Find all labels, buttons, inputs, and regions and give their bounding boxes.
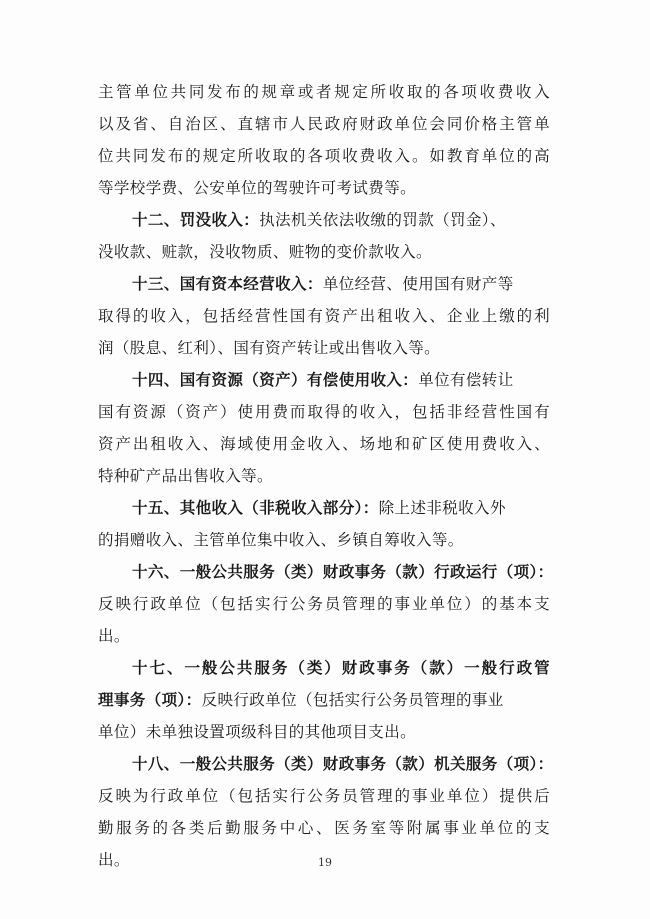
section-heading: 十七、一般公共服务（类）财政事务（款）一般行政管 (132, 658, 550, 677)
text-line: 反映为行政单位（包括实行公务员管理的事业单位）提供后 (98, 787, 550, 805)
section-heading: 十三、国有资本经营收入： (132, 274, 323, 293)
text-run: 单位有偿转让 (418, 371, 514, 389)
text-line: 勤服务的各类后勤服务中心、医务室等附属事业单位的支 (98, 819, 550, 837)
section-heading: 十八、一般公共服务（类）财政事务（款）机关服务（项）： (132, 754, 554, 773)
text-line: 资产出租收入、海域使用金收入、场地和矿区使用费收入、 (98, 435, 550, 453)
text-line: 位共同发布的规定所收取的各项收费收入。如教育单位的高 (98, 147, 550, 165)
text-run: 执法机关依法收缴的罚款（罚金）、 (259, 211, 506, 229)
paragraph-line (132, 369, 514, 391)
text-line: 主管单位共同发布的规章或者规定所收取的各项收费收入 (98, 83, 550, 101)
text-line: 润（股息、红利）、国有资产转让或出售收入等。 (98, 339, 441, 357)
text-line: 以及省、自治区、直辖市人民政府财政单位会同价格主管单 (98, 115, 550, 133)
text-line: 单位）未单独设置项级科目的其他项目支出。 (98, 723, 417, 741)
paragraph-line (132, 209, 550, 231)
paragraph-line (98, 689, 504, 711)
text-run: 单位经营、使用国有财产等 (322, 275, 514, 293)
text-line: 取得的收入，包括经营性国有资产出租收入、企业上缴的利 (98, 307, 550, 325)
section-heading: 十四、国有资源（资产）有偿使用收入： (132, 370, 419, 389)
text-run: 反映行政单位（包括实行公务员管理的事业 (201, 691, 504, 709)
paragraph-line (132, 497, 506, 519)
text-line: 没收款、赃款，没收物质、赃物的变价款收入。 (98, 243, 432, 261)
text-line: 出。 (98, 627, 130, 645)
text-line: 等学校学费、公安单位的驾驶许可考试费等。 (98, 179, 417, 197)
text-line: 国有资源（资产）使用费而取得的收入，包括非经营性国有 (98, 403, 550, 421)
text-run: 除上述非税收入外 (378, 499, 506, 517)
section-heading: 十五、其他收入（非税收入部分）： (132, 498, 379, 517)
text-line: 特种矿产品出售收入等。 (98, 467, 273, 485)
paragraph-line (132, 273, 514, 295)
section-heading: 十二、罚没收入： (132, 210, 260, 229)
text-line: 出。 (98, 851, 130, 869)
section-heading-continued: 理事务（项）： (98, 690, 202, 709)
section-heading: 十六、一般公共服务（类）财政事务（款）行政运行（项）： (132, 562, 554, 581)
text-line: 反映行政单位（包括实行公务员管理的事业单位）的基本支 (98, 595, 550, 613)
text-line: 的捐赠收入、主管单位集中收入、乡镇自筹收入等。 (98, 531, 464, 549)
page-number: 19 (318, 856, 332, 869)
